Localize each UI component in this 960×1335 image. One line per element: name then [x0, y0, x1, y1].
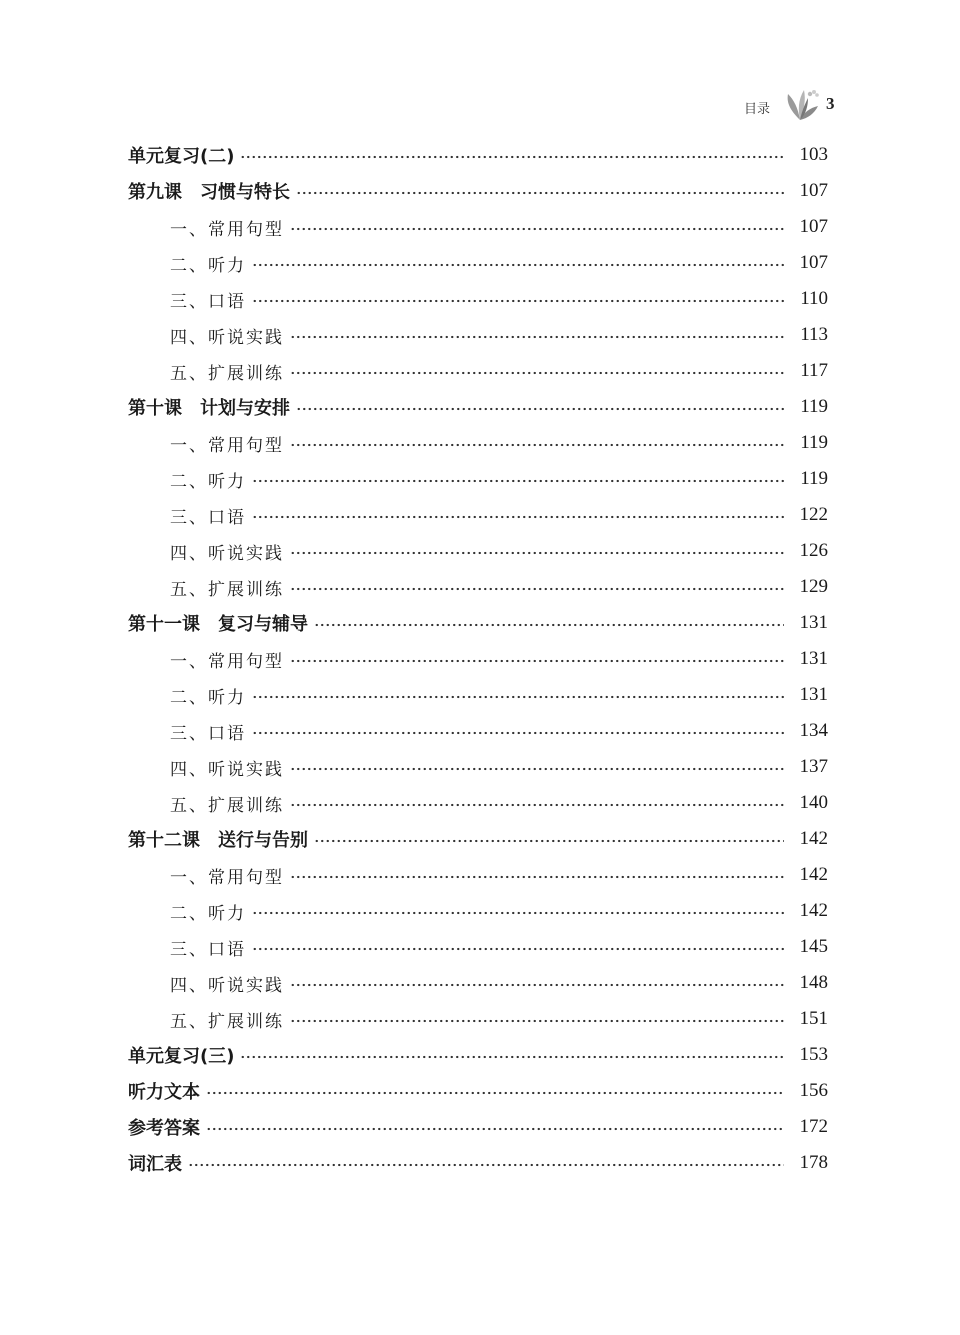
dot-leader [240, 148, 784, 166]
toc-section-entry[interactable] [128, 209, 828, 245]
toc-section-entry[interactable] [128, 353, 828, 389]
dot-leader [290, 544, 784, 562]
dot-leader [314, 616, 784, 634]
dot-leader [290, 436, 784, 454]
dot-leader [290, 976, 784, 994]
toc-section-entry[interactable] [128, 677, 828, 713]
toc-entry-title: 词汇表 [128, 1150, 188, 1176]
toc-entry-title: 四、听说实践 [128, 971, 290, 996]
dot-leader [296, 184, 784, 202]
toc-entry-title: 二、听力 [128, 251, 252, 276]
toc-entry-page: 119 [800, 468, 828, 489]
toc-section-entry[interactable] [128, 641, 828, 677]
toc-entry-title: 单元复习(三) [128, 1042, 240, 1068]
toc-entry-page: 140 [799, 792, 828, 813]
dot-leader [296, 400, 784, 418]
toc-section-entry[interactable] [128, 461, 828, 497]
toc-entry-title: 第十二课 送行与告别 [128, 826, 314, 852]
toc-section-entry[interactable] [128, 245, 828, 281]
toc-section-entry[interactable] [128, 533, 828, 569]
toc-chapter-entry[interactable] [128, 173, 828, 209]
toc-entry-page: 142 [799, 864, 828, 885]
toc-chapter-entry[interactable] [128, 1145, 828, 1181]
toc-section-entry[interactable] [128, 1001, 828, 1037]
toc-entry-page: 119 [800, 396, 828, 417]
page-number: 3 [826, 94, 835, 113]
toc-entry-page: 151 [799, 1008, 828, 1029]
dot-leader [290, 796, 784, 814]
dot-leader [290, 652, 784, 670]
toc-entry-page: 113 [800, 324, 828, 345]
toc-entry-page: 156 [799, 1080, 828, 1101]
toc-entry-page: 107 [799, 252, 828, 273]
toc-entry-title: 一、常用句型 [128, 647, 290, 672]
toc-section-entry[interactable] [128, 965, 828, 1001]
toc-section-entry[interactable] [128, 749, 828, 785]
toc-entry-title: 五、扩展训练 [128, 791, 290, 816]
toc-section-entry[interactable] [128, 317, 828, 353]
toc-entry-page: 137 [799, 756, 828, 777]
toc-entry-title: 二、听力 [128, 899, 252, 924]
toc-entry-title: 三、口语 [128, 287, 252, 312]
toc-section-entry[interactable] [128, 569, 828, 605]
toc-entry-page: 126 [799, 540, 828, 561]
toc-entry-title: 三、口语 [128, 935, 252, 960]
dot-leader [290, 580, 784, 598]
section-label: 目录 [744, 102, 771, 117]
dot-leader [252, 508, 784, 526]
toc-section-entry[interactable] [128, 713, 828, 749]
dot-leader [290, 1012, 784, 1030]
dot-leader [252, 256, 784, 274]
page-header [740, 88, 840, 124]
dot-leader [252, 292, 784, 310]
dot-leader [252, 940, 784, 958]
table-of-contents [128, 137, 828, 1181]
toc-entry-title: 三、口语 [128, 503, 252, 528]
toc-entry-page: 153 [799, 1044, 828, 1065]
toc-entry-title: 四、听说实践 [128, 755, 290, 780]
toc-section-entry[interactable] [128, 785, 828, 821]
dot-leader [290, 220, 784, 238]
toc-chapter-entry[interactable] [128, 137, 828, 173]
toc-entry-title: 单元复习(二) [128, 142, 240, 168]
toc-entry-page: 142 [799, 900, 828, 921]
toc-chapter-entry[interactable] [128, 1109, 828, 1145]
toc-entry-page: 134 [799, 720, 828, 741]
toc-entry-page: 172 [799, 1116, 828, 1137]
toc-entry-page: 103 [799, 144, 828, 165]
toc-entry-title: 第九课 习惯与特长 [128, 178, 296, 204]
toc-entry-page: 117 [800, 360, 828, 381]
dot-leader [314, 832, 784, 850]
toc-entry-page: 107 [799, 180, 828, 201]
toc-entry-title: 一、常用句型 [128, 863, 290, 888]
toc-entry-page: 122 [799, 504, 828, 525]
toc-chapter-entry[interactable] [128, 1073, 828, 1109]
dot-leader [188, 1156, 784, 1174]
toc-entry-page: 142 [799, 828, 828, 849]
toc-entry-page: 107 [799, 216, 828, 237]
toc-entry-title: 参考答案 [128, 1114, 206, 1140]
toc-entry-page: 145 [799, 936, 828, 957]
toc-entry-page: 131 [799, 684, 828, 705]
toc-section-entry[interactable] [128, 425, 828, 461]
toc-chapter-entry[interactable] [128, 821, 828, 857]
toc-entry-title: 听力文本 [128, 1078, 206, 1104]
toc-entry-title: 第十一课 复习与辅导 [128, 610, 314, 636]
dot-leader [290, 868, 784, 886]
toc-entry-title: 二、听力 [128, 683, 252, 708]
dot-leader [206, 1084, 784, 1102]
dot-leader [290, 760, 784, 778]
toc-entry-page: 131 [799, 648, 828, 669]
toc-entry-page: 110 [800, 288, 828, 309]
toc-entry-title: 三、口语 [128, 719, 252, 744]
toc-entry-title: 一、常用句型 [128, 215, 290, 240]
toc-entry-title: 四、听说实践 [128, 323, 290, 348]
toc-entry-title: 四、听说实践 [128, 539, 290, 564]
dot-leader [252, 472, 784, 490]
toc-entry-page: 131 [799, 612, 828, 633]
toc-section-entry[interactable] [128, 497, 828, 533]
toc-entry-page: 178 [799, 1152, 828, 1173]
toc-chapter-entry[interactable] [128, 389, 828, 425]
toc-entry-title: 五、扩展训练 [128, 1007, 290, 1032]
toc-entry-title: 五、扩展训练 [128, 575, 290, 600]
toc-entry-title: 五、扩展训练 [128, 359, 290, 384]
dot-leader [252, 904, 784, 922]
toc-entry-title: 一、常用句型 [128, 431, 290, 456]
toc-entry-page: 119 [800, 432, 828, 453]
dot-leader [252, 724, 784, 742]
toc-entry-title: 二、听力 [128, 467, 252, 492]
toc-section-entry[interactable] [128, 857, 828, 893]
toc-section-entry[interactable] [128, 281, 828, 317]
toc-chapter-entry[interactable] [128, 605, 828, 641]
toc-chapter-entry[interactable] [128, 1037, 828, 1073]
leaf-ornament-icon [782, 88, 822, 122]
toc-entry-page: 148 [799, 972, 828, 993]
toc-entry-title: 第十课 计划与安排 [128, 394, 296, 420]
dot-leader [206, 1120, 784, 1138]
dot-leader [240, 1048, 784, 1066]
dot-leader [290, 364, 784, 382]
dot-leader [252, 688, 784, 706]
toc-section-entry[interactable] [128, 929, 828, 965]
toc-entry-page: 129 [799, 576, 828, 597]
toc-section-entry[interactable] [128, 893, 828, 929]
dot-leader [290, 328, 784, 346]
